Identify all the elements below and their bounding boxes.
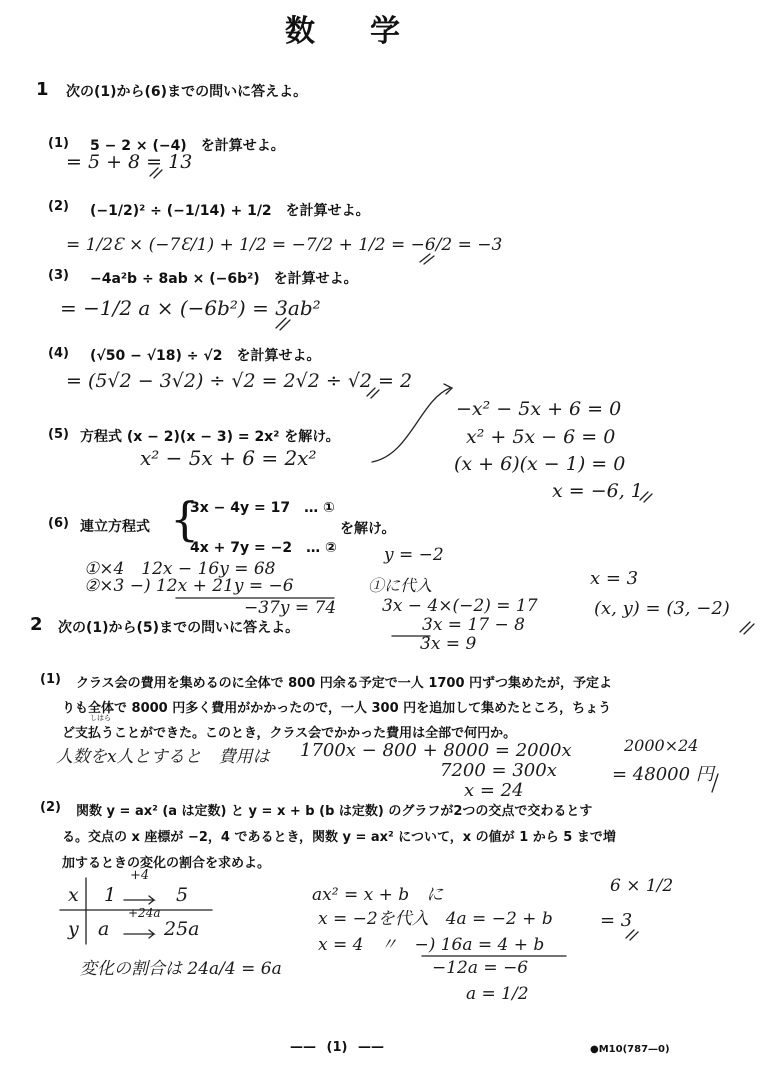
q1-p6-answer-1: x = 3 <box>590 568 639 589</box>
q2-p1-work-2: 1700x − 800 + 8000 = 2000x <box>300 740 572 761</box>
table-x-label: x <box>68 884 79 906</box>
q1-p1-label: (1) <box>48 136 69 151</box>
q2-p2-text-1: 関数 y = ax² (a は定数) と y = x + b (b は定数) のグラフが2つの交点で交わるとす <box>76 804 593 819</box>
q2-p1-work-3: 7200 = 300x <box>440 760 557 781</box>
q1-p3-label: (3) <box>48 268 69 283</box>
q1-p5-label: (5) <box>48 427 69 442</box>
footer-dash-left: —— <box>290 1040 316 1055</box>
q1-p1-problem: 5 − 2 × (−4) を計算せよ。 <box>90 138 285 154</box>
q1-p6-suffix: を解け。 <box>340 521 396 537</box>
table-x1: 1 <box>104 884 117 906</box>
q2-p2-work-3: x = 4 〃 −) 16a = 4 + b <box>318 935 545 955</box>
q2-p2-label: (2) <box>40 800 61 815</box>
q1-p4-label: (4) <box>48 346 69 361</box>
q2-p1-ruby: しはら <box>90 714 111 722</box>
q1-p6-side-3: 3x − 4×(−2) = 17 <box>382 596 538 616</box>
q1-p5-problem: 方程式 (x − 2)(x − 3) = 2x² を解け。 <box>80 429 340 445</box>
q2-p2-side-2: = 3 <box>600 910 633 931</box>
q1-p6-side-4: 3x = 17 − 8 <box>422 615 525 635</box>
table-yd: +24a <box>128 906 161 920</box>
q2-p1-side-1: 2000×24 <box>624 736 699 755</box>
q1-p6-eq2: 4x + 7y = −2 … ② <box>190 540 337 556</box>
brace-icon: { <box>170 492 200 546</box>
q2-p1-text-3: ど支払うことができた。このとき，クラス会でかかった費用は全部で何円か。 <box>62 726 517 741</box>
q1-p6-work-1: ①×4 12x − 16y = 68 <box>84 559 276 579</box>
footer-page: (1) <box>326 1040 348 1055</box>
q1-number: 1 <box>36 79 49 100</box>
q2-number: 2 <box>30 614 43 635</box>
footer-code: ●M10(787—0) <box>590 1044 670 1055</box>
q1-p5-side-4: x = −6, 1 <box>552 480 643 502</box>
q1-p6-label: (6) <box>48 516 69 531</box>
table-y1: a <box>98 918 110 940</box>
q2-p2-side-1: 6 × 1/2 <box>610 876 674 896</box>
table-y2: 25a <box>164 918 200 940</box>
q1-p3-problem: −4a²b ÷ 8ab × (−6b²) を計算せよ。 <box>90 271 358 287</box>
q1-p6-answer-2: (x, y) = (3, −2) <box>594 598 730 619</box>
q1-p6-eq1: 3x − 4y = 17 … ① <box>190 500 335 516</box>
q1-p5-side-3: (x + 6)(x − 1) = 0 <box>454 453 626 475</box>
q1-p4-work: = (5√2 − 3√2) ÷ √2 = 2√2 ÷ √2 = 2 <box>66 370 413 392</box>
q1-p5-work: x² − 5x + 6 = 2x² <box>140 446 317 470</box>
q2-p1-label: (1) <box>40 672 61 687</box>
q2-p1-work-4: x = 24 <box>464 780 524 801</box>
q1-p6-problem-label: 連立方程式 <box>80 519 150 535</box>
q1-p2-work: = 1/2Ɛ × (−7Ɛ/1) + 1/2 = −7/2 + 1/2 = −6/2 = −3 <box>66 235 503 255</box>
footer-dash-right: —— <box>358 1040 384 1055</box>
q1-p2-problem: (−1/2)² ÷ (−1/14) + 1/2 を計算せよ。 <box>90 203 370 219</box>
q1-p6-side-1: y = −2 <box>384 545 444 565</box>
q1-p2-label: (2) <box>48 199 69 214</box>
q2-p1-text-1: クラス会の費用を集めるのに全体で 800 円余る予定で一人 1700 円ずつ集めたが，予定よ <box>76 676 613 691</box>
q1-p6-work-2: ②×3 −) 12x + 21y = −6 <box>84 576 294 596</box>
q1-p5-side-1: −x² − 5x + 6 = 0 <box>456 398 622 420</box>
q2-p2-rate: 変化の割合は 24a/4 = 6a <box>80 959 282 979</box>
q1-p4-problem: (√50 − √18) ÷ √2 を計算せよ。 <box>90 348 321 364</box>
q2-p2-text-2: る。交点の x 座標が −2，4 であるとき，関数 y = ax² について，x の値が 1 から 5 まで増 <box>62 830 616 845</box>
q1-p5-side-2: x² + 5x − 6 = 0 <box>466 426 616 448</box>
table-y-label: y <box>68 918 79 940</box>
q1-p6-side-5: 3x = 9 <box>420 634 477 654</box>
q2-p2-work-5: a = 1/2 <box>466 984 529 1004</box>
q2-p1-side-2: = 48000 円 <box>612 764 714 785</box>
q2-p2-work-2: x = −2を代入 4a = −2 + b <box>318 909 553 929</box>
q2-p2-work-4: −12a = −6 <box>432 958 529 978</box>
q1-p6-side-2: ①に代入 <box>368 576 433 595</box>
q2-prompt: 次の(1)から(5)までの問いに答えよ。 <box>58 620 300 636</box>
q2-p1-text-2: りも全体で 8000 円多く費用がかかったので，一人 300 円を追加して集めたところ，ちょう <box>62 701 612 716</box>
table-x2: 5 <box>176 884 189 906</box>
q1-prompt: 次の(1)から(6)までの問いに答えよ。 <box>66 84 308 100</box>
table-xd: +4 <box>130 868 150 883</box>
q1-p1-work: = 5 + 8 = 13 <box>66 151 193 173</box>
q2-p2-text-3: 加するときの変化の割合を求めよ。 <box>62 856 271 871</box>
q1-p3-work: = −1/2 a × (−6b²) = 3ab² <box>60 296 321 320</box>
q2-p2-work-1: ax² = x + b に <box>312 885 444 905</box>
page-title: 数学 <box>285 14 455 49</box>
q1-p6-work-3: −37y = 74 <box>244 598 337 618</box>
q2-p1-work-1: 人数をx人とすると 費用は <box>56 747 270 767</box>
